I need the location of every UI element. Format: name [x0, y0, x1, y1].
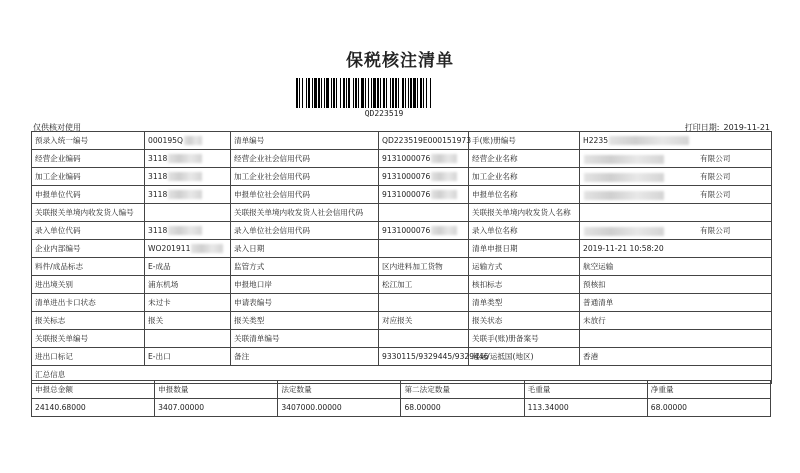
summary-header-row: [32, 381, 771, 399]
field-label: [32, 312, 145, 330]
field-value: [145, 222, 231, 240]
label-text: 进出口标记: [35, 352, 73, 361]
redacted-block: [431, 190, 457, 199]
summary-value: 3407000.00000: [278, 399, 401, 417]
field-label: [469, 348, 580, 366]
field-label: [32, 150, 145, 168]
value-text: 9131000076: [382, 171, 431, 181]
value-text: 浦东机场: [148, 280, 179, 289]
label-text: 经营企业编码: [35, 154, 81, 163]
field-label: [469, 204, 580, 222]
field-value: [379, 348, 489, 366]
field-label: [231, 312, 379, 330]
field-value: [145, 348, 231, 366]
summary-value: 3407.00000: [155, 399, 278, 417]
label-text: 预录入统一编号: [35, 136, 89, 145]
value-text: 9330115/9329445/9329446: [382, 352, 489, 361]
summary-value: 68.00000: [401, 399, 524, 417]
field-label: [231, 240, 379, 258]
label-text: 加工企业名称: [472, 172, 518, 181]
field-label: [231, 330, 379, 348]
redacted-block: [584, 227, 664, 236]
field-value: [580, 150, 772, 168]
summary-value: 24140.68000: [32, 399, 155, 417]
value-text: 未放行: [583, 316, 606, 325]
summary-value-row: [32, 399, 771, 417]
label-text: 关联清单编号: [234, 334, 280, 343]
document-title: 保税核注清单: [346, 51, 454, 71]
value-text: 3118: [148, 189, 168, 199]
field-label: [469, 240, 580, 258]
redacted-block: [168, 154, 202, 163]
summary-header: 毛重量: [524, 381, 647, 399]
label-text: 手(账)册编号: [472, 136, 516, 145]
field-label: [469, 294, 580, 312]
field-value: [580, 240, 772, 258]
redacted-block: [191, 244, 223, 253]
label-text: 清单申报日期: [472, 244, 518, 253]
table-row: [32, 222, 772, 240]
summary-header: 申报数量: [155, 381, 278, 399]
label-text: 备注: [234, 352, 250, 361]
table-row: [32, 240, 772, 258]
field-label: [32, 258, 145, 276]
value-text: H2235: [583, 135, 609, 145]
redacted-block: [584, 191, 664, 200]
value-text: 香港: [583, 352, 599, 361]
field-label: [32, 168, 145, 186]
field-label: [32, 222, 145, 240]
value-text: 报关: [148, 316, 164, 325]
value-text: 区内进料加工货物: [382, 262, 443, 271]
table-row: [32, 204, 772, 222]
summary-value: 113.34000: [524, 399, 647, 417]
label-text: 清单编号: [234, 136, 265, 145]
field-label: [469, 132, 580, 150]
label-text: 关联报关单境内收发货人编号: [35, 208, 134, 217]
field-label: [231, 276, 379, 294]
redacted-block: [431, 154, 457, 163]
table-row: [32, 312, 772, 330]
label-text: 申报单位名称: [472, 190, 518, 199]
redacted-block: [584, 173, 664, 182]
field-label: [32, 330, 145, 348]
field-label: [231, 186, 379, 204]
label-text: 进出境关别: [35, 280, 73, 289]
label-text: 报关类型: [234, 316, 265, 325]
redacted-block: [584, 155, 664, 164]
value-text: 有限公司: [700, 190, 731, 199]
field-value: [379, 132, 472, 150]
field-value: [145, 294, 231, 312]
field-value: [580, 258, 772, 276]
table-row: [32, 150, 772, 168]
field-value: [379, 294, 469, 312]
print-date-value: 2019-11-21: [723, 123, 770, 132]
field-value: [580, 276, 772, 294]
summary-value: 68.00000: [647, 399, 770, 417]
summary-header: 净重量: [647, 381, 770, 399]
field-label: [231, 204, 379, 222]
label-text: 经营企业社会信用代码: [234, 154, 310, 163]
label-text: 录入单位社会信用代码: [234, 226, 310, 235]
value-text: E-成品: [148, 262, 171, 271]
field-value: [580, 222, 772, 240]
field-value: [145, 186, 231, 204]
label-text: 报关标志: [35, 316, 66, 325]
redacted-block: [168, 190, 202, 199]
table-row: [32, 168, 772, 186]
field-label: [231, 132, 379, 150]
field-value: [580, 186, 772, 204]
value-text: WO201911: [148, 243, 191, 253]
label-text: 报关状态: [472, 316, 503, 325]
field-label: [469, 258, 580, 276]
field-label: [231, 222, 379, 240]
label-text: 料件/成品标志: [35, 262, 84, 271]
field-label: [469, 312, 580, 330]
barcode-text: QD223519: [364, 109, 404, 118]
value-text: E-出口: [148, 352, 171, 361]
field-label: [469, 222, 580, 240]
field-value: [145, 276, 231, 294]
summary-header: 第二法定数量: [401, 381, 524, 399]
field-value: [379, 330, 469, 348]
summary-title: 汇总信息: [32, 366, 772, 384]
field-value: [580, 330, 772, 348]
table-row: [32, 186, 772, 204]
value-text: 3118: [148, 225, 168, 235]
label-text: 清单进出卡口状态: [35, 298, 96, 307]
field-value: [580, 348, 772, 366]
value-text: 未过卡: [148, 298, 171, 307]
label-text: 关联报关单境内收发货人名称: [472, 208, 571, 217]
value-text: 航空运输: [583, 262, 614, 271]
field-label: [32, 204, 145, 222]
label-text: 起运/运抵国(地区): [472, 352, 534, 361]
table-row: [32, 330, 772, 348]
field-value: [580, 204, 772, 222]
field-label: [231, 168, 379, 186]
redacted-block: [431, 226, 457, 235]
summary-table: [31, 380, 771, 417]
table-row: [32, 132, 772, 150]
field-value: [379, 258, 469, 276]
value-text: 有限公司: [700, 172, 731, 181]
field-value: [379, 276, 469, 294]
field-label: [32, 240, 145, 258]
value-text: 有限公司: [700, 154, 731, 163]
value-text: 9131000076: [382, 189, 431, 199]
field-value: [379, 312, 469, 330]
field-label: [32, 276, 145, 294]
value-text: 有限公司: [700, 226, 731, 235]
table-row: [32, 348, 772, 366]
label-text: 加工企业编码: [35, 172, 81, 181]
label-text: 监管方式: [234, 262, 265, 271]
value-text: 普通清单: [583, 298, 614, 307]
field-value: [145, 150, 231, 168]
value-text: 预核扣: [583, 280, 606, 289]
field-value: [145, 258, 231, 276]
value-text: 9131000076: [382, 225, 431, 235]
print-date-label: 打印日期:: [684, 123, 720, 132]
field-label: [231, 150, 379, 168]
label-text: 申报单位代码: [35, 190, 81, 199]
value-text: 松江加工: [382, 280, 413, 289]
table-row: [32, 258, 772, 276]
label-text: 申报地口岸: [234, 280, 272, 289]
barcode-image: [296, 78, 472, 108]
field-label: [32, 294, 145, 312]
value-text: 000195Q: [148, 135, 183, 145]
value-text: 3118: [148, 171, 168, 181]
summary-header: 法定数量: [278, 381, 401, 399]
label-text: 申请表编号: [234, 298, 272, 307]
label-text: 录入日期: [234, 244, 265, 253]
field-label: [32, 132, 145, 150]
value-text: 3118: [148, 153, 168, 163]
field-value: [580, 294, 772, 312]
field-label: [469, 330, 580, 348]
field-value: [145, 312, 231, 330]
declaration-table: [31, 131, 772, 384]
label-text: 关联手(账)册备案号: [472, 334, 539, 343]
label-text: 经营企业名称: [472, 154, 518, 163]
label-text: 核扣标志: [472, 280, 503, 289]
field-label: [469, 150, 580, 168]
field-value: [145, 240, 231, 258]
label-text: 关联报关单编号: [35, 334, 89, 343]
value-text: 对应报关: [382, 316, 413, 325]
label-text: 加工企业社会信用代码: [234, 172, 310, 181]
field-value: [379, 222, 469, 240]
value-text: 9131000076: [382, 153, 431, 163]
label-text: 录入单位代码: [35, 226, 81, 235]
field-value: [379, 168, 469, 186]
field-value: [379, 240, 469, 258]
field-value: [145, 204, 231, 222]
redacted-block: [168, 226, 202, 235]
redacted-block: [168, 172, 202, 181]
usage-note: 仅供核对使用: [33, 123, 81, 132]
table-row: [32, 294, 772, 312]
redacted-block: [184, 136, 202, 145]
field-value: [580, 132, 772, 150]
label-text: 企业内部编号: [35, 244, 81, 253]
field-label: [469, 186, 580, 204]
label-text: 申报单位社会信用代码: [234, 190, 310, 199]
redacted-block: [431, 172, 457, 181]
label-text: 录入单位名称: [472, 226, 518, 235]
field-label: [32, 348, 145, 366]
field-label: [32, 186, 145, 204]
label-text: 清单类型: [472, 298, 503, 307]
field-label: [469, 168, 580, 186]
label-text: 关联报关单境内收发货人社会信用代码: [234, 208, 364, 217]
field-value: [145, 168, 231, 186]
redacted-block: [609, 136, 689, 145]
label-text: 运输方式: [472, 262, 503, 271]
field-label: [231, 294, 379, 312]
table-row: [32, 276, 772, 294]
field-label: [231, 348, 379, 366]
value-text: QD223519E000151973: [382, 136, 472, 145]
field-value: [145, 330, 231, 348]
field-value: [145, 132, 231, 150]
field-label: [469, 276, 580, 294]
field-value: [379, 186, 469, 204]
field-value: [580, 168, 772, 186]
value-text: 2019-11-21 10:58:20: [583, 244, 664, 253]
field-value: [580, 312, 772, 330]
field-value: [379, 150, 469, 168]
summary-header: 申报总金额: [32, 381, 155, 399]
field-label: [231, 258, 379, 276]
field-value: [379, 204, 469, 222]
